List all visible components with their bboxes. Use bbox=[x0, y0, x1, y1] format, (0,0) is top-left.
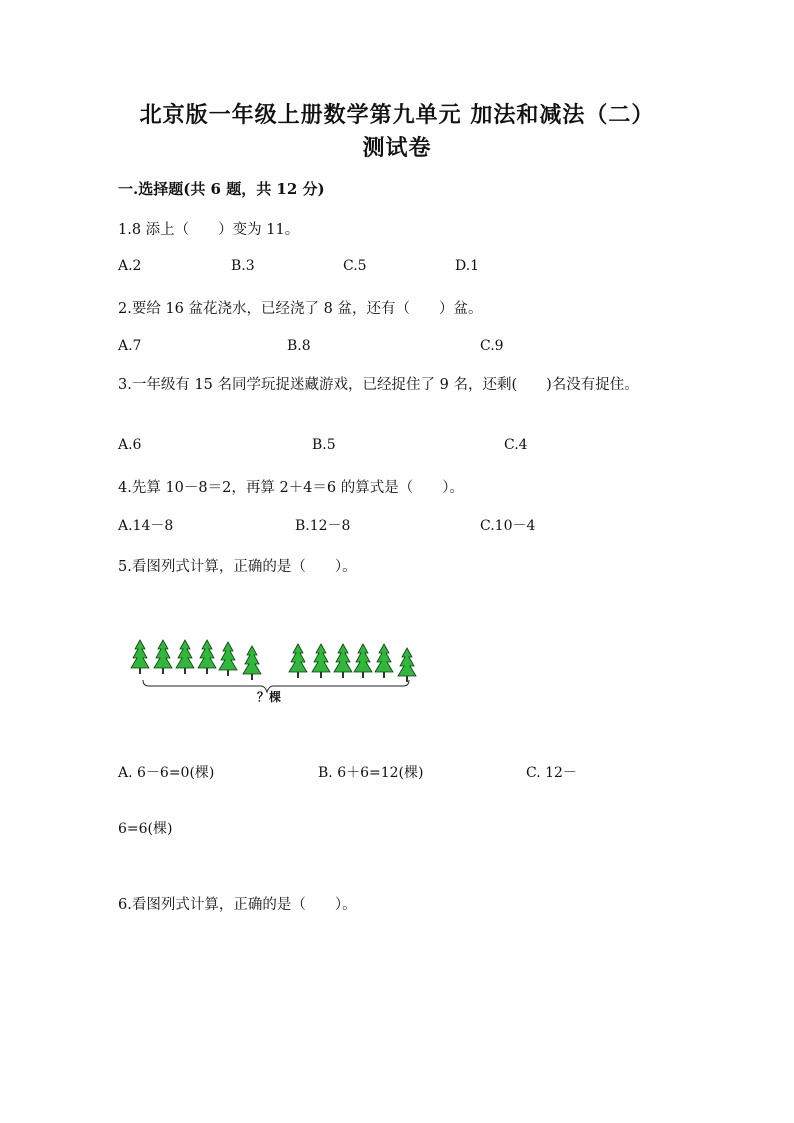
tree-icon bbox=[219, 642, 237, 676]
question-5-option-c[interactable]: C. 12－ bbox=[526, 765, 577, 781]
tree-icon bbox=[354, 644, 372, 678]
tree-icon bbox=[334, 644, 352, 678]
question-4-option-c[interactable]: C.10－4 bbox=[480, 518, 536, 534]
question-4-stem: 4.先算 10－8＝2，再算 2＋4＝6 的算式是（ ）。 bbox=[118, 480, 464, 496]
question-5-stem: 5.看图列式计算，正确的是（ ）。 bbox=[118, 559, 357, 575]
doc-title-line1: 北京版一年级上册数学第九单元 加法和减法（二） bbox=[139, 102, 655, 128]
question-1-option-d[interactable]: D.1 bbox=[455, 258, 480, 274]
question-2-option-b[interactable]: B.8 bbox=[287, 338, 311, 354]
tree-icon bbox=[243, 646, 261, 680]
question-1-option-a[interactable]: A.2 bbox=[118, 258, 142, 274]
question-1-option-c[interactable]: C.5 bbox=[343, 258, 367, 274]
question-5-option-b[interactable]: B. 6＋6=12(棵) bbox=[318, 765, 424, 781]
question-1-stem: 1.8 添上（ ）变为 11。 bbox=[118, 222, 300, 238]
question-2-option-a[interactable]: A.7 bbox=[118, 338, 142, 354]
question-3-option-c[interactable]: C.4 bbox=[504, 437, 528, 453]
question-2-stem: 2.要给 16 盆花浇水，已经浇了 8 盆，还有（ ）盆。 bbox=[118, 301, 483, 317]
tree-icon bbox=[398, 648, 416, 682]
question-2-option-c[interactable]: C.9 bbox=[480, 338, 504, 354]
question-5-option-a[interactable]: A. 6－6=0(棵) bbox=[118, 765, 215, 781]
tree-icon bbox=[198, 640, 216, 674]
brace-label: ？棵 bbox=[257, 690, 282, 704]
doc-title-line2: 测试卷 bbox=[362, 135, 432, 161]
question-1-option-b[interactable]: B.3 bbox=[231, 258, 255, 274]
question-4-option-b[interactable]: B.12－8 bbox=[295, 518, 351, 534]
tree-icon bbox=[375, 644, 393, 678]
question-3-stem: 3.一年级有 15 名同学玩捉迷藏游戏，已经捉住了 9 名，还剩( )名没有捉住。 bbox=[118, 377, 639, 393]
question-5-option-c-continued: 6=6(棵) bbox=[118, 821, 173, 837]
tree-icon bbox=[176, 640, 194, 674]
tree-icon bbox=[289, 644, 307, 678]
tree-group bbox=[131, 640, 416, 682]
question-6-stem: 6.看图列式计算，正确的是（ ）。 bbox=[118, 897, 357, 913]
tree-icon bbox=[312, 644, 330, 678]
tree-icon bbox=[154, 640, 172, 674]
question-4-option-a[interactable]: A.14－8 bbox=[118, 518, 174, 534]
tree-icon bbox=[131, 640, 149, 674]
section-heading: 一.选择题(共 6 题，共 12 分) bbox=[118, 180, 325, 198]
question-3-option-a[interactable]: A.6 bbox=[118, 437, 142, 453]
question-3-option-b[interactable]: B.5 bbox=[312, 437, 336, 453]
